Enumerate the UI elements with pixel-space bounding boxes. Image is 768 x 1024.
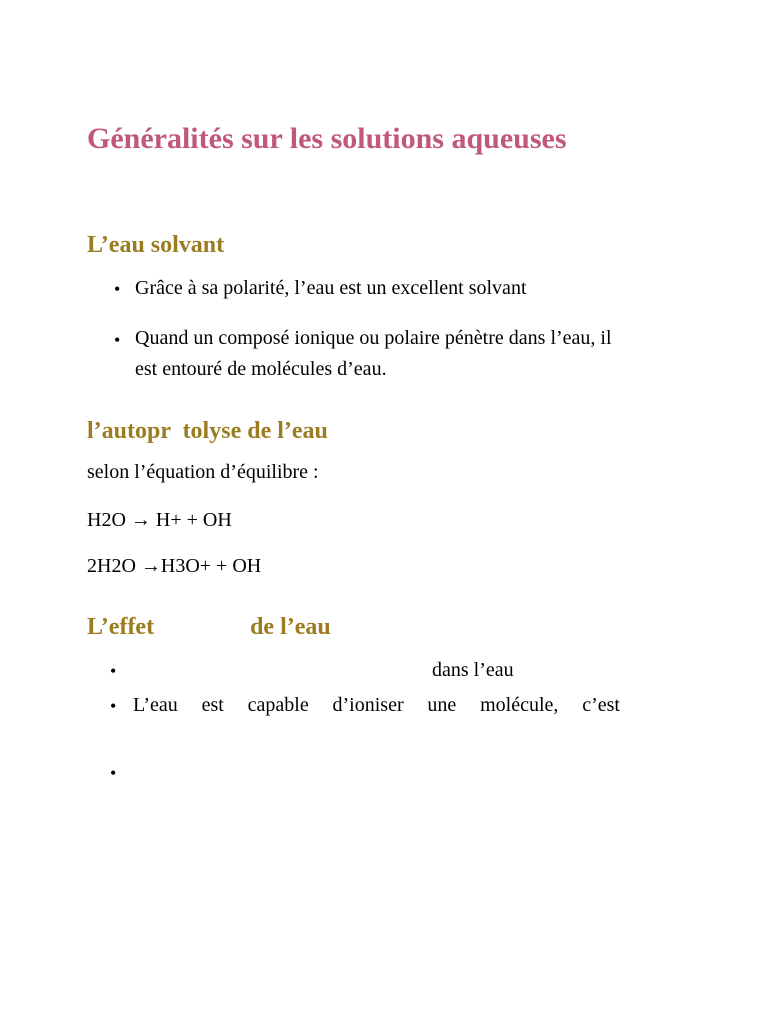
- list-item: L’eau est capable d’ioniser une molécule, c’est: [133, 694, 620, 716]
- list-item: Quand un composé ionique ou polaire pénètre dans l’eau, il: [135, 327, 612, 349]
- section-heading-water-effect: L’effet de l’eau: [87, 614, 331, 640]
- bullet-marker: •: [110, 763, 117, 783]
- bullet-marker: •: [110, 696, 117, 716]
- section-heading-autoprotolysis: l’autopr tolyse de l’eau: [87, 418, 328, 444]
- list-item-continuation: est entouré de molécules d’eau.: [135, 358, 387, 380]
- list-item: dans l’eau: [432, 659, 514, 681]
- bullet-marker: •: [114, 279, 121, 299]
- equation: 2H2O →H3O+ + OH: [87, 555, 262, 577]
- section-heading-water-solvent: L’eau solvant: [87, 232, 225, 258]
- page-title: Généralités sur les solutions aqueuses: [87, 122, 567, 155]
- bullet-marker: •: [110, 661, 117, 681]
- bullet-marker: •: [114, 330, 121, 350]
- list-item: Grâce à sa polarité, l’eau est un excellent solvant: [135, 277, 527, 299]
- equilibrium-intro: selon l’équation d’équilibre :: [87, 461, 319, 483]
- equation: H2O → H+ + OH: [87, 509, 232, 531]
